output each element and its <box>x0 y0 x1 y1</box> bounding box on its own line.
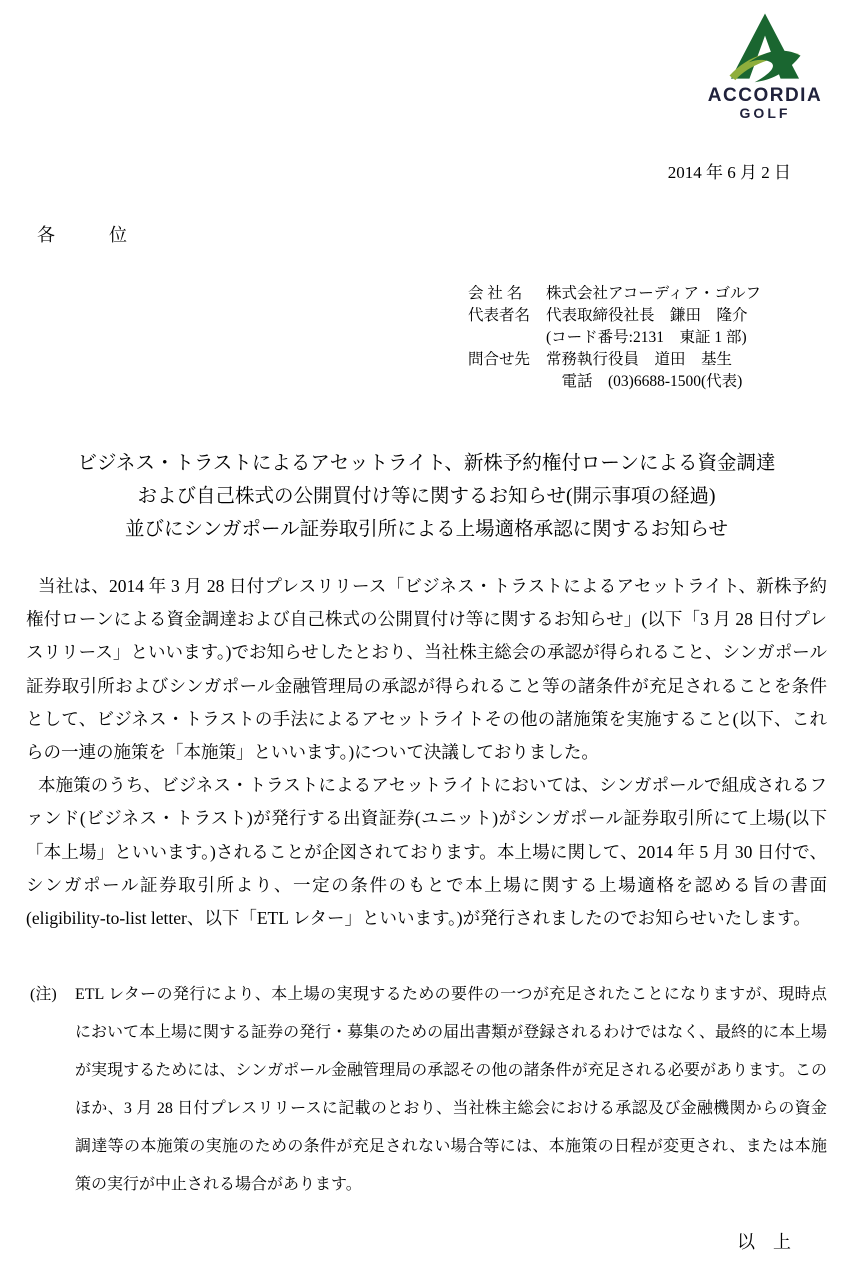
closing-mark: 以 上 <box>737 1232 791 1252</box>
body-text <box>26 570 827 935</box>
company-info-row <box>468 371 761 393</box>
company-info-row <box>468 283 761 305</box>
company-name-value: 株式会社アコーディア・ゴルフ <box>546 285 761 302</box>
company-info-row <box>468 305 761 327</box>
title-line-2: および自己株式の公開買付け等に関するお知らせ(開示事項の経過) <box>137 486 716 507</box>
contact-value: 常務執行役員 道田 基生 <box>546 351 733 368</box>
accordia-logo-icon <box>728 12 802 86</box>
contact-label: 問合せ先 <box>468 351 531 368</box>
company-name-label: 会 社 名 <box>468 285 523 302</box>
representative-label: 代表者名 <box>468 307 531 324</box>
title-line-3: 並びにシンガポール証券取引所による上場適格承認に関するお知らせ <box>124 519 729 540</box>
document-date: 2014 年 6 月 2 日 <box>667 163 791 182</box>
logo-sub-text: GOLF <box>739 104 791 121</box>
representative-value: 代表取締役社長 鎌田 隆介 <box>546 307 748 324</box>
company-info-row <box>468 349 761 371</box>
salutation: 各 位 <box>37 225 127 245</box>
phone-value: 電話 (03)6688-1500(代表) <box>546 373 743 390</box>
note-label: (注) <box>30 986 57 1003</box>
company-info-row <box>468 327 761 349</box>
stock-code-value: (コード番号:2131 東証 1 部) <box>546 329 747 346</box>
note-block <box>30 976 827 1204</box>
company-logo <box>685 12 845 121</box>
title-line-1: ビジネス・トラストによるアセットライト、新株予約権付ローンによる資金調達 <box>77 453 776 474</box>
logo-brand-text: ACCORDIA <box>707 85 823 106</box>
body-paragraph-2: 本施策のうち、ビジネス・トラストによるアセットライトにおいては、シンガポールで組成されるファンド(ビジネス・トラスト)が発行する出資証券(ユニット)がシンガポール証券取引所にて上場(以下「本上場」といいます。)されることが企図されております。本上場に関して、2014 年 5 月 30 日付で、シンガポール証券取引所より、一定の条件のもとで本上場に関する上場適格を認める旨の書面(eligibility-to-list letter、以下「ETL レター」といいます。)が発行されましたのでお知らせいたします。 <box>26 775 827 929</box>
stock-code-label <box>468 327 546 349</box>
body-paragraph-1: 当社は、2014 年 3 月 28 日付プレスリリース「ビジネス・トラストによるアセットライト、新株予約権付ローンによる資金調達および自己株式の公開買付け等に関するお知らせ」(以下「3 月 28 日付プレスリリース」といいます。)でお知らせしたとおり、当社株主総会の承認が得られること、シンガポール証券取引所およびシンガポール金融管理局の承認が得られること等の諸条件が充足されることを条件として、ビジネス・トラストの手法によるアセットライトその他の諸施策を実施すること(以下、これらの一連の施策を「本施策」といいます。)について決議しておりました。 <box>26 576 827 763</box>
phone-label <box>468 371 546 393</box>
page-title <box>0 447 853 546</box>
company-info-block <box>468 283 761 393</box>
note-text: ETL レターの発行により、本上場の実現するための要件の一つが充足されたことになりますが、現時点において本上場に関する証券の発行・募集のための届出書類が登録されるわけではなく、最終的に本上場が実現するためには、シンガポール金融管理局の承認その他の諸条件が充足される必要があります。このほか、3 月 28 日付プレスリリースに記載のとおり、当社株主総会における承認及び金融機関からの資金調達等の本施策の実施のための条件が充足されない場合等には、本施策の日程が変更され、または本施策の実行が中止される場合があります。 <box>75 986 827 1193</box>
